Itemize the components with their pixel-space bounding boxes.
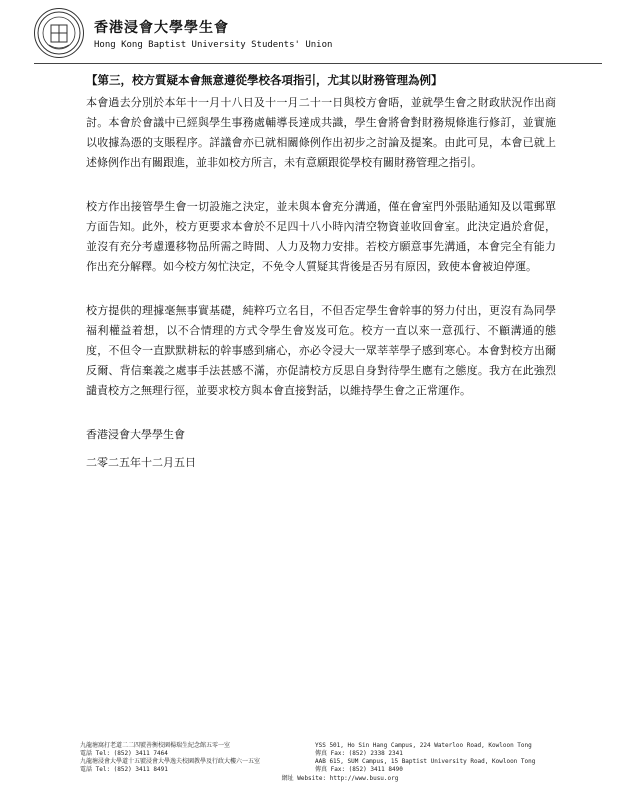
footer-address-en-2: AAB 615, SUM Campus, 15 Baptist University Road, Kowloon Tong [315,758,536,765]
footer-address-zh-2: 九龍塘浸會大學道十五號浸會大學逸夫校園教學及行政大樓六一五室 [80,758,261,765]
footer-fax-2: 傳真 Fax: (852) 3411 8490 [315,766,403,773]
footer-address-en-1: YSS 501, Ho Sin Hang Campus, 224 Waterloo Road, Kowloon Tong [315,742,532,749]
letter-date: 二零二五年十二月五日 [86,456,196,469]
signature: 香港浸會大學學生會 [86,428,185,441]
paragraph-3: 校方提供的理據毫無事實基礎，純粹巧立名目，不但否定學生會幹事的努力付出，更沒有為同學福利權益着想，以不合情理的方式令學生會岌岌可危。校方一直以來一意孤行、不顧溝通的態度，不但令一直默默耕耘的幹事感到痛心，亦必令浸大一眾莘莘學子感到寒心。本會對校方出爾反爾、背信棄義之處事手法甚感不滿，亦促請校方反思自身對待學生應有之態度。我方在此強烈譴責校方之無理行徑，並要求校方與本會直接對話，以維持學生會之正常運作。 [86,304,556,397]
org-name-en: Hong Kong Baptist University Students' Union [94,39,333,50]
footer-contact [80,742,600,783]
paragraph-1: 本會過去分別於本年十一月十八日及十一月二十一日與校方會晤，並就學生會之財政狀況作出商討。本會於會議中已經與學生事務處輔導長達成共識，學生會將會對財務規條進行修訂，並實施以收據為憑的支賬程序。詳議會亦已就相關條例作出初步之討論及提案。由此可見，本會已就上述條例作出有關跟進，並非如校方所言，未有意願跟從學校有關財務管理之指引。 [86,96,556,169]
letter-body [86,70,556,473]
header-divider [34,63,602,64]
org-name-zh: 香港浸會大學學生會 [94,19,229,36]
footer-tel-2: 電話 Tel: (852) 3411 8491 [80,766,168,773]
footer-website-link[interactable]: 網址 Website: http://www.busu.org [281,775,399,782]
paragraph-2: 校方作出接管學生會一切設施之決定，並未與本會充分溝通，僅在會室門外張貼通知及以電郵單方面告知。此外，校方更要求本會於不足四十八小時內清空物資並收回會室。此決定過於倉促，並沒有充分考慮遷移物品所需之時間、人力及物力安排。若校方願意事先溝通，本會完全有能力作出充分解釋。如今校方匆忙決定，不免令人質疑其背後是否另有原因，致使本會被迫停運。 [86,200,556,273]
footer-address-zh-1: 九龍塘窩打老道二二四號善衡校園楊瑞生紀念館五零一室 [80,742,231,749]
letterhead [34,8,332,58]
footer-tel-1: 電話 Tel: (852) 3411 7464 [80,750,168,757]
section-heading: 【第三，校方質疑本會無意遵從學校各項指引，尤其以財務管理為例】 [86,73,443,87]
footer-fax-1: 傳真 Fax: (852) 2338 2341 [315,750,403,757]
union-seal-logo [34,8,84,58]
